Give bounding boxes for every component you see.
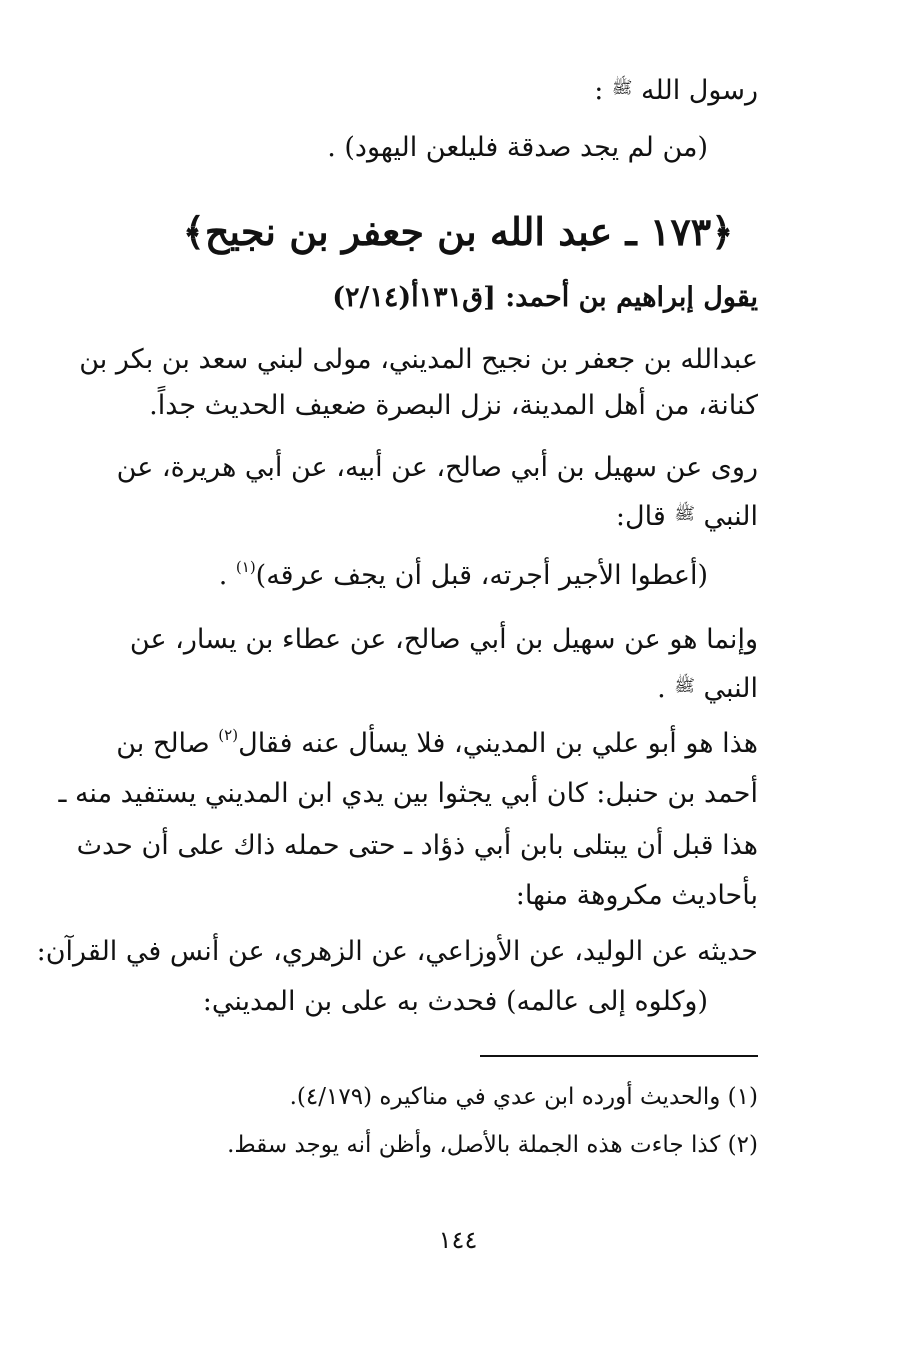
quoted-hadith	[158, 556, 708, 596]
paragraph-line: كنانة، من أهل المدينة، نزل البصرة ضعيف الحديث جداً.	[149, 390, 758, 421]
paragraph-line: (وكلوه إلى عالمه) فحدث به على بن المديني:	[202, 986, 708, 1017]
text-fragment: صالح بن	[116, 728, 219, 759]
text-fragment: النبي	[703, 501, 758, 532]
salutation-glyph: ﷺ	[611, 78, 633, 98]
paragraph-line: بأحاديث مكروهة منها:	[515, 880, 758, 911]
paragraph-line	[158, 666, 758, 709]
paragraph-line: أحمد بن حنبل: كان أبي يجثوا بين يدي ابن المديني يستفيد منه ـ	[58, 778, 758, 809]
source-line: يقول إبراهيم بن أحمد: [ق١٣١أ(٢/١٤)	[332, 282, 758, 313]
text-line-1	[158, 68, 758, 111]
text-fragment: :	[594, 75, 604, 106]
text-fragment: هذا هو أبو علي بن المديني، فلا يسأل عنه فقال	[238, 728, 758, 759]
text-fragment: .	[657, 673, 666, 704]
footnote-divider	[480, 1055, 758, 1057]
paragraph-line: وإنما هو عن سهيل بن أبي صالح، عن عطاء بن يسار، عن	[129, 624, 758, 655]
text-fragment: النبي	[703, 673, 758, 704]
footnote-marker: (٢)	[218, 726, 239, 744]
paragraph-line: عبدالله بن جعفر بن نجيح المديني، مولى لبني سعد بن بكر بن	[79, 344, 758, 375]
footnote-2: (٢) كذا جاءت هذه الجملة بالأصل، وأظن أنه يوجد سقط.	[227, 1132, 758, 1158]
footnote-1: (١) والحديث أورده ابن عدي في مناكيره (٤/١٧٩).	[289, 1084, 758, 1110]
paragraph-line	[116, 724, 758, 764]
entry-heading: ﴿١٧٣ ـ عبد الله بن جعفر بن نجيح﴾	[182, 209, 734, 254]
text-fragment: .	[218, 560, 236, 591]
text-fragment: (أعطوا الأجير أجرته، قبل أن يجف عرقه)	[255, 560, 708, 591]
footnote-marker: (١)	[235, 558, 256, 576]
page-number: ١٤٤	[438, 1226, 478, 1254]
text-fragment: رسول الله	[641, 75, 758, 106]
salutation-glyph: ﷺ	[674, 504, 695, 524]
paragraph-line: هذا قبل أن يبتلى بابن أبي ذؤاد ـ حتى حمله ذاك على أن حدث	[76, 830, 758, 861]
paragraph-line: حديثه عن الوليد، عن الأوزاعي، عن الزهري، عن أنس في القرآن:	[36, 936, 758, 967]
quoted-hadith: (من لم يجد صدقة فليلعن اليهود) .	[327, 132, 708, 163]
salutation-glyph: ﷺ	[674, 676, 695, 696]
text-fragment: قال:	[615, 501, 666, 532]
paragraph-line: روى عن سهيل بن أبي صالح، عن أبيه، عن أبي هريرة، عن	[116, 452, 758, 483]
paragraph-line	[158, 494, 758, 537]
